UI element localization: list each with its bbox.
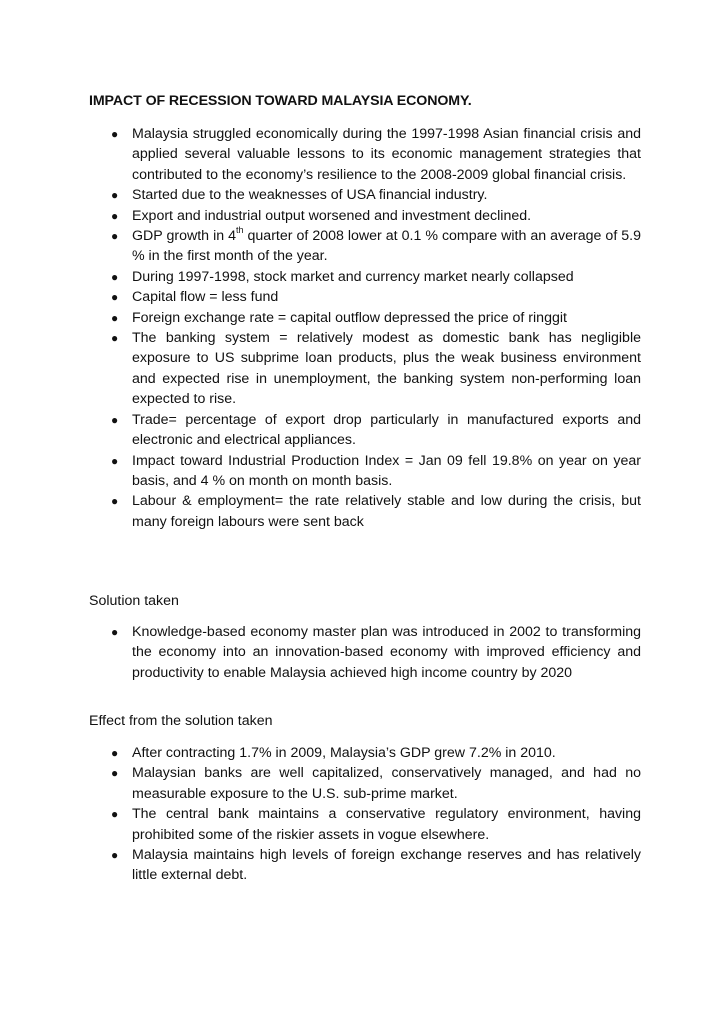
list-item: ● Started due to the weaknesses of USA financial industry.: [0, 185, 641, 205]
list-item: ● The central bank maintains a conservative regulatory environment, having prohibited some of the riskier assets in vogue elsewhere.: [111, 806, 641, 843]
solution-bullet-list: [0, 622, 728, 683]
section-heading-impact: IMPACT OF RECESSION TOWARD MALAYSIA ECONOMY.: [89, 93, 472, 109]
bullet-icon: ●: [111, 494, 119, 509]
bullet-icon: ●: [111, 453, 119, 468]
effect-bullet-list: [0, 743, 728, 886]
list-item: ● Malaysia struggled economically during the 1997-1998 Asian financial crisis and applied several valuable lessons to its economic management strategies that contributed to the economy’s resilience to the 2008-2009 global financial crisis.: [111, 126, 641, 183]
bullet-icon: ●: [111, 269, 119, 284]
list-item: ● Foreign exchange rate = capital outflow depressed the price of ringgit: [0, 308, 641, 328]
list-item: ● Malaysia maintains high levels of foreign exchange reserves and has relatively little external debt.: [111, 847, 641, 884]
list-item: ● Impact toward Industrial Production Index = Jan 09 fell 19.8% on year on year basis, and 4 % on month on month basis.: [111, 452, 641, 489]
list-item: ● Capital flow = less fund: [0, 287, 641, 307]
bullet-icon: ●: [111, 766, 119, 781]
list-item: ● The banking system = relatively modest as domestic bank has negligible exposure to US subprime loan products, plus the weak business environment and expected rise in unemployment, the banking system non-performing loan expected to rise.: [111, 330, 641, 408]
bullet-icon: ●: [111, 188, 119, 203]
bullet-icon: ●: [111, 625, 119, 639]
bullet-icon: ●: [111, 208, 119, 223]
bullet-icon: ●: [111, 807, 119, 822]
bullet-icon: ●: [111, 331, 119, 346]
bullet-icon: ●: [111, 290, 119, 305]
list-item: ● After contracting 1.7% in 2009, Malaysia’s GDP grew 7.2% in 2010.: [0, 743, 641, 763]
bullet-icon: ●: [111, 848, 119, 863]
bullet-icon: ●: [111, 127, 119, 141]
impact-bullet-list: [0, 124, 728, 532]
bullet-icon: ●: [111, 412, 119, 427]
section-heading-effect: Effect from the solution taken: [89, 713, 273, 729]
list-item: ● Export and industrial output worsened and investment declined.: [0, 206, 641, 226]
list-item: ● Knowledge-based economy master plan was introduced in 2002 to transforming the economy into an innovation-based economy with improved efficiency and productivity to enable Malaysia achieved high income country by 2020: [111, 624, 641, 681]
list-item: ● GDP growth in 4th quarter of 2008 lower at 0.1 % compare with an average of 5.9 % in the first month of the year.: [111, 225, 641, 265]
list-item: ● Trade= percentage of export drop particularly in manufactured exports and electronic and electrical appliances.: [111, 411, 641, 449]
section-heading-solution: Solution taken: [89, 593, 179, 609]
bullet-icon: ●: [111, 229, 119, 244]
list-item: ● Malaysian banks are well capitalized, conservatively managed, and had no measurable exposure to the U.S. sub-prime market.: [111, 765, 641, 802]
list-item: ● Labour & employment= the rate relatively stable and low during the crisis, but many foreign labours were sent back: [111, 493, 641, 530]
bullet-icon: ●: [111, 310, 119, 325]
list-item: ● During 1997-1998, stock market and currency market nearly collapsed: [0, 267, 641, 287]
bullet-icon: ●: [111, 746, 119, 760]
